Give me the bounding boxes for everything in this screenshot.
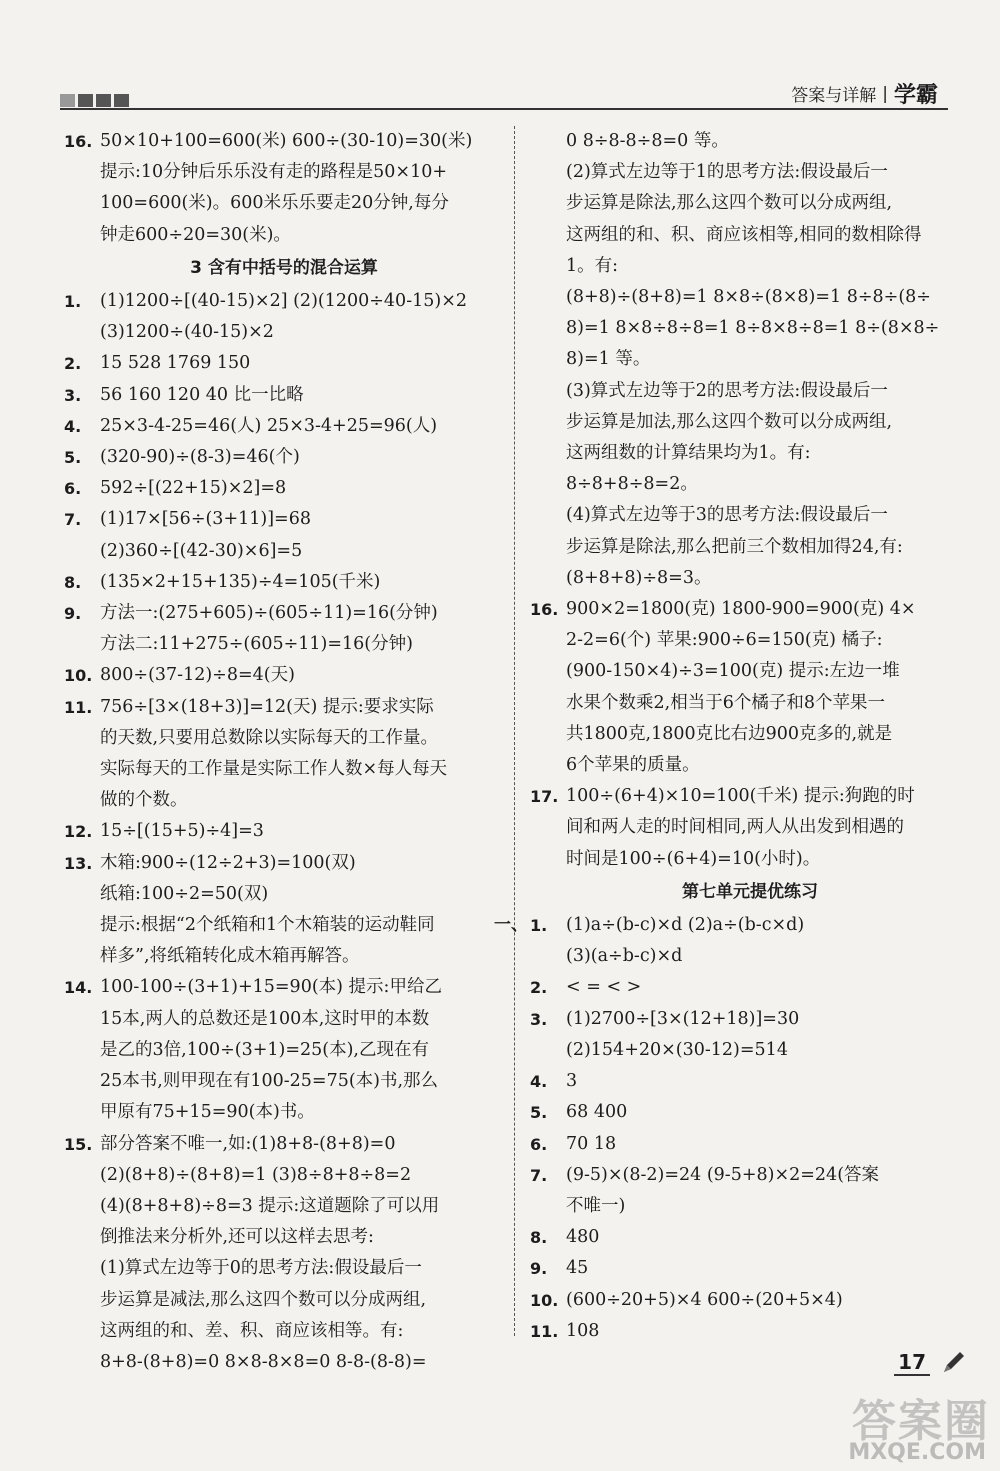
answer-line: (2)算式左边等于1的思考方法:假设最后一 [566, 162, 888, 183]
answer-line: 不唯一) [566, 1195, 626, 1216]
answer-line: (320-90)÷(8-3)=46(个) [100, 447, 300, 468]
item-number: 5. [530, 1103, 548, 1123]
item-number: 7. [530, 1165, 548, 1185]
answer-item [64, 816, 504, 847]
answer-line: 倒推法来分析外,还可以这样去思考: [100, 1227, 374, 1248]
section-title: 第七单元提优练习 [682, 881, 818, 902]
column-divider [514, 126, 515, 1336]
answer-item [64, 567, 504, 598]
watermark: 答案圈 [852, 1396, 990, 1447]
item-number: 10. [64, 666, 93, 686]
answer-line: (1)17×[56÷(3+11)]=68 [100, 509, 311, 530]
answer-line: (1)a÷(b-c)×d (2)a÷(b-c×d) [566, 915, 805, 936]
answer-item [530, 1160, 970, 1222]
item-number: 4. [530, 1072, 548, 1092]
answer-line: 方法一:(275+605)÷(605÷11)=16(分钟) [100, 603, 438, 624]
answer-line: 15÷[(15+5)÷4]=3 [100, 821, 264, 842]
item-number: 8. [64, 572, 82, 592]
header-title: 答案与详解 [791, 86, 877, 106]
item-number: 9. [530, 1259, 548, 1279]
item-number: 2. [530, 978, 548, 998]
answer-line: 甲原有75+15=90(本)书。 [100, 1102, 315, 1123]
answer-line: 50×10+100=600(米) 600÷(30-10)=30(米) [100, 131, 473, 151]
answer-item [530, 1097, 970, 1128]
answer-line: 间和两人走的时间相同,两人从出发到相遇的 [566, 817, 905, 838]
part-one [494, 910, 970, 1347]
answer-line: (900-150×4)÷3=100(克) 提示:左边一堆 [566, 661, 900, 682]
left-column [64, 126, 504, 1378]
answer-item [530, 1129, 970, 1160]
answer-item [64, 660, 504, 691]
answer-item [530, 1253, 970, 1284]
item-number: 6. [530, 1134, 548, 1154]
answer-item [530, 910, 970, 972]
answer-line: 水果个数乘2,相当于6个橘子和8个苹果一 [566, 692, 885, 713]
answer-item [530, 1285, 970, 1316]
answer-item-16 [64, 126, 504, 251]
answer-line: 800÷(37-12)÷8=4(天) [100, 665, 295, 686]
answer-line: 8)=1 等。 [566, 349, 651, 370]
answer-line: 45 [566, 1258, 589, 1279]
answer-line: 纸箱:100÷2=50(双) [100, 883, 269, 904]
answer-line: 步运算是除法,那么这四个数可以分成两组, [566, 193, 893, 214]
answer-item [64, 972, 504, 1128]
item-number: 11. [64, 697, 93, 717]
answer-line: 900×2=1800(克) 1800-900=900(克) 4× [566, 599, 916, 620]
answer-line: 样多”,将纸箱转化成木箱再解答。 [100, 946, 360, 967]
answer-line: (2)154+20×(30-12)=514 [566, 1039, 788, 1060]
answer-line: 480 [566, 1227, 600, 1248]
answer-line: 8÷8+8÷8=2。 [566, 474, 698, 495]
item-number: 11. [530, 1321, 559, 1341]
answer-line: (1)2700÷[3×(12+18)]=30 [566, 1008, 800, 1029]
item-number: 6. [64, 479, 82, 499]
item-number: 1. [530, 916, 548, 936]
answer-line: 3 [566, 1071, 578, 1092]
answer-line: (9-5)×(8-2)=24 (9-5+8)×2=24(答案 [566, 1164, 880, 1185]
answer-item [64, 442, 504, 473]
item-number: 15. [64, 1134, 93, 1154]
answer-line: 木箱:900÷(12÷2+3)=100(双) [100, 852, 356, 873]
answer-line: 15本,两人的总数还是100本,这时甲的本数 [100, 1008, 430, 1029]
answer-item [530, 594, 970, 781]
item-number: 16. [64, 132, 93, 151]
item-number: 16. [530, 600, 559, 620]
answer-item [530, 1066, 970, 1097]
answer-line: 步运算是除法,那么把前三个数相加得24,有: [566, 536, 903, 557]
item-number: 2. [64, 354, 82, 374]
answer-line: 100÷(6+4)×10=100(千米) 提示:狗跑的时 [566, 786, 915, 807]
answer-item [64, 504, 504, 566]
answer-line: 做的个数。 [100, 790, 188, 811]
answer-line: 是乙的3倍,100÷(3+1)=25(本),乙现在有 [100, 1039, 429, 1060]
answer-line: 提示:10分钟后乐乐没有走的路程是50×10+ [100, 162, 448, 183]
answer-line: 共1800克,1800克比右边900克多的,就是 [566, 723, 893, 744]
header-decoration [60, 94, 129, 107]
item-number: 5. [64, 448, 82, 468]
answer-line: 0 8÷8-8÷8=0 等。 [566, 131, 729, 151]
answer-line: (2)360÷[(42-30)×6]=5 [100, 540, 303, 561]
answer-line: (8+8)÷(8+8)=1 8×8÷(8×8)=1 8÷8÷(8÷ [566, 287, 931, 308]
answer-line: 100-100÷(3+1)+15=90(本) 提示:甲给乙 [100, 977, 442, 998]
answer-item [64, 848, 504, 973]
answer-line: 25本书,则甲现在有100-25=75(本)书,那么 [100, 1071, 439, 1092]
answer-line: 步运算是减法,那么这四个数可以分成两组, [100, 1289, 427, 1310]
answer-line: 8+8-(8+8)=0 8×8-8×8=0 8-8-(8-8)= [100, 1351, 427, 1372]
item-number: 14. [64, 978, 93, 998]
watermark-url: MXQE.COM [848, 1440, 986, 1465]
answer-item [64, 380, 504, 411]
answer-line: 实际每天的工作量是实际工作人数×每人每天 [100, 759, 448, 780]
answer-item [64, 692, 504, 817]
answer-item [530, 1004, 970, 1066]
section-title: 3 含有中括号的混合运算 [190, 257, 378, 278]
answer-line: 这两组的和、差、积、商应该相等。有: [100, 1320, 404, 1341]
answer-line: 8)=1 8×8÷8÷8=1 8÷8×8÷8=1 8÷(8×8÷ [566, 318, 940, 339]
answer-line: 方法二:11+275÷(605÷11)=16(分钟) [100, 634, 413, 655]
answer-item [64, 348, 504, 379]
item-number: 13. [64, 853, 93, 873]
answer-line: 592÷[(22+15)×2]=8 [100, 478, 287, 499]
answer-line: 70 18 [566, 1133, 617, 1154]
part-label: 一、 [494, 915, 528, 936]
header: 答案与详解 | 学霸 [791, 78, 938, 109]
answer-line: (8+8+8)÷8=3。 [566, 567, 712, 588]
answer-line: (2)(8+8)÷(8+8)=1 (3)8÷8+8÷8=2 [100, 1164, 412, 1185]
answer-line: (1)算式左边等于0的思考方法:假设最后一 [100, 1258, 422, 1279]
answer-list [64, 286, 504, 1378]
answer-item [530, 972, 970, 1003]
answer-line: 这两组数的计算结果均为1。有: [566, 443, 811, 464]
answer-item [64, 473, 504, 504]
brand-logo: 学霸 [893, 83, 938, 108]
item-number: 8. [530, 1228, 548, 1248]
answer-line: (135×2+15+135)÷4=105(千米) [100, 571, 381, 592]
item-number: 3. [530, 1009, 548, 1029]
item-number: 4. [64, 416, 82, 436]
answer-line: 25×3-4-25=46(人) 25×3-4+25=96(人) [100, 415, 438, 436]
answer-item [64, 286, 504, 348]
answer-line: (3)算式左边等于2的思考方法:假设最后一 [566, 380, 888, 401]
header-rule [60, 108, 948, 110]
answer-line: 时间是100÷(6+4)=10(小时)。 [566, 848, 821, 869]
answer-line: (600÷20+5)×4 600÷(20+5×4) [566, 1289, 843, 1310]
answer-line: < = < > [566, 977, 642, 998]
answer-list [530, 910, 970, 1347]
item-number: 12. [64, 822, 93, 842]
answer-item [530, 1222, 970, 1253]
answer-line: 108 [566, 1320, 600, 1341]
item-number: 3. [64, 385, 82, 405]
answer-line: 的天数,只要用总数除以实际每天的工作量。 [100, 727, 439, 748]
answer-line: 提示:根据“2个纸箱和1个木箱装的运动鞋同 [100, 915, 435, 936]
answer-line: (3)(a÷b-c)×d [566, 946, 683, 967]
answer-line: 钟走600÷20=30(米)。 [100, 224, 291, 245]
answer-line: 756÷[3×(18+3)]=12(天) 提示:要求实际 [100, 696, 434, 717]
answer-item [64, 411, 504, 442]
page-number: 17 [894, 1350, 930, 1376]
answer-line: 6个苹果的质量。 [566, 755, 700, 776]
right-column [494, 126, 970, 1347]
answer-line: 100=600(米)。600米乐乐要走20分钟,每分 [100, 193, 449, 214]
answer-item [64, 1129, 504, 1379]
answer-line: (3)1200÷(40-15)×2 [100, 322, 274, 343]
answer-item [530, 1316, 970, 1347]
answer-line: 68 400 [566, 1102, 628, 1123]
answer-line: 步运算是加法,那么这四个数可以分成两组, [566, 411, 893, 432]
answer-line: 15 528 1769 150 [100, 353, 251, 374]
item-number: 17. [530, 787, 559, 807]
pencil-icon [940, 1348, 968, 1376]
answer-line: 这两组的和、积、商应该相等,相同的数相除得 [566, 224, 922, 245]
answer-line: 1。有: [566, 255, 619, 276]
continued-text [530, 126, 970, 594]
answer-line: 2-2=6(个) 苹果:900÷6=150(克) 橘子: [566, 630, 883, 651]
item-number: 7. [64, 510, 82, 530]
answer-line: 56 160 120 40 比一比略 [100, 384, 304, 405]
answer-line: 部分答案不唯一,如:(1)8+8-(8+8)=0 [100, 1133, 396, 1154]
item-number: 10. [530, 1290, 559, 1310]
answer-item [64, 598, 504, 660]
item-number: 1. [64, 292, 82, 312]
answer-line: (1)1200÷[(40-15)×2] (2)(1200÷40-15)×2 [100, 291, 467, 312]
item-number: 9. [64, 604, 82, 624]
answer-list [530, 594, 970, 875]
answer-line: (4)(8+8+8)÷8=3 提示:这道题除了可以用 [100, 1195, 440, 1216]
answer-item [530, 781, 970, 875]
answer-line: (4)算式左边等于3的思考方法:假设最后一 [566, 505, 888, 526]
